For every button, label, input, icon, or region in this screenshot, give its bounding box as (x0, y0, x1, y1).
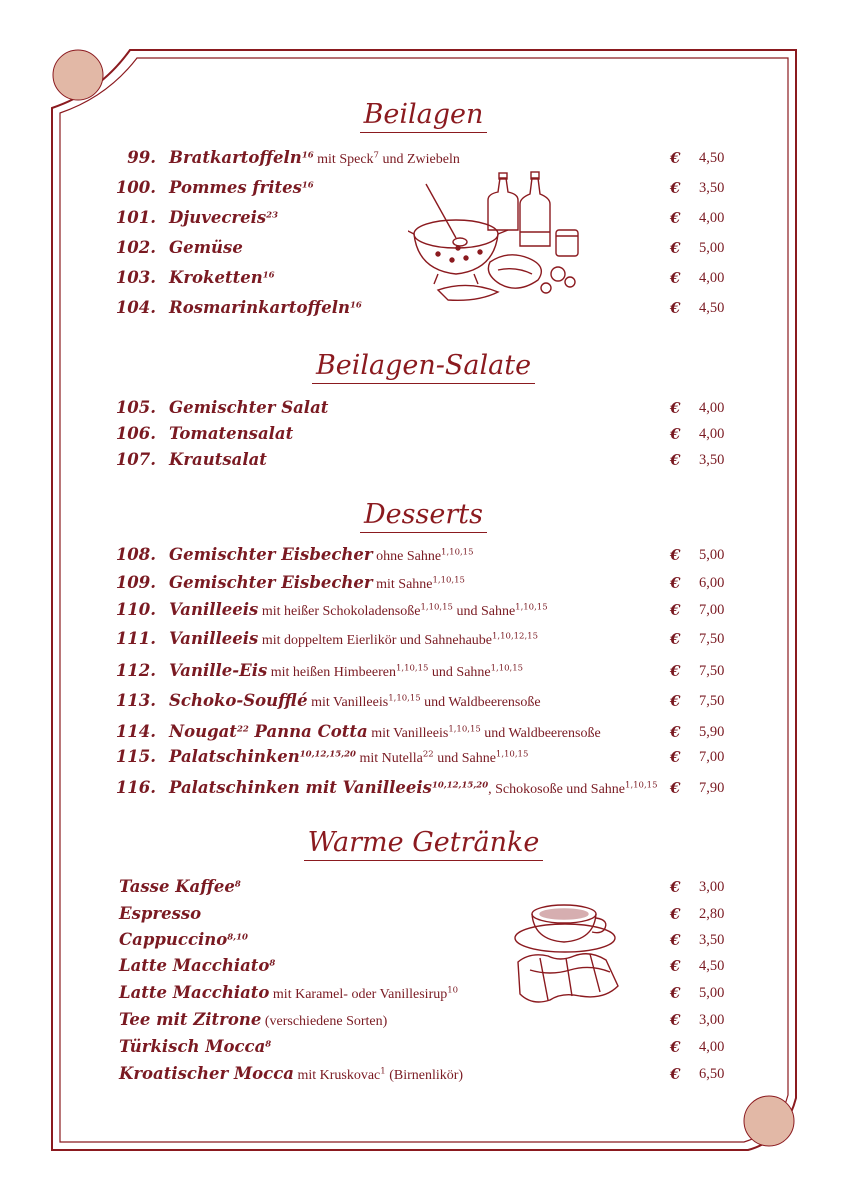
item-description-allergens: 1,10,15 (625, 780, 658, 791)
item-price: 5,90 (699, 724, 725, 740)
item-price: 3,00 (699, 1012, 725, 1028)
item-text (169, 571, 465, 597)
currency-symbol: € (670, 984, 681, 1002)
section-title-beilagen: Beilagen (0, 98, 847, 133)
menu-item-row (0, 422, 847, 446)
item-number: 113. (115, 691, 156, 710)
item-description: mit heißer Schokoladensoße (258, 604, 421, 619)
item-text (169, 206, 278, 232)
item-text (169, 543, 474, 569)
item-description-allergens: 7 (373, 150, 379, 161)
item-description-continued: und Waldbeerensoße (480, 726, 601, 741)
menu-item-row (0, 776, 847, 800)
item-name: Tomatensalat (169, 424, 294, 443)
item-price: 7,00 (699, 602, 725, 618)
item-description-continued: und Waldbeerensoße (420, 695, 541, 710)
item-number: 108. (115, 545, 156, 564)
item-price: 6,00 (699, 575, 725, 591)
item-name-allergens: 16 (349, 300, 362, 311)
item-number: 107. (115, 450, 156, 469)
currency-symbol: € (670, 723, 681, 741)
item-description: mit Nutella (355, 751, 423, 766)
currency-symbol: € (670, 779, 681, 797)
item-number: 106. (115, 424, 156, 443)
item-name-allergens: 8,10 (227, 932, 248, 943)
item-text (119, 902, 201, 928)
item-description-continued-allergens: 1,10,15 (495, 749, 529, 760)
item-description-allergens: 1,10,15 (441, 547, 474, 558)
item-description-continued: und Sahne (428, 665, 491, 680)
menu-item-row (0, 659, 847, 683)
item-name: Pommes frites (169, 178, 302, 197)
menu-item-row (0, 1008, 847, 1032)
item-name: Bratkartoffeln (169, 148, 302, 167)
corner-circle-bottom-right (744, 1096, 794, 1146)
item-text (119, 928, 248, 954)
currency-symbol: € (670, 209, 681, 227)
item-name: Latte Macchiato (119, 956, 270, 975)
item-number: 103. (115, 268, 156, 287)
currency-symbol: € (670, 239, 681, 257)
item-name-allergens: 16 (301, 180, 314, 191)
item-number: 116. (115, 778, 156, 797)
item-text (169, 745, 528, 771)
coffee-cup-napkin-icon (510, 900, 630, 1015)
item-description-continued: und Sahne (433, 751, 496, 766)
item-description: ohne Sahne (372, 549, 442, 564)
item-name: Gemischter Eisbecher (169, 573, 373, 592)
item-price: 4,50 (699, 150, 725, 166)
item-name-allergens: 23 (266, 210, 278, 221)
item-name: Vanille-Eis (169, 661, 268, 680)
menu-item-row (0, 146, 847, 170)
item-name: Cappuccino (119, 930, 228, 949)
currency-symbol: € (670, 905, 681, 923)
item-name-allergens: 16 (301, 150, 314, 161)
item-price: 2,80 (699, 906, 725, 922)
item-number: 114. (115, 722, 156, 741)
colander-oil-bottles-icon (408, 170, 583, 310)
item-description-allergens: 10 (447, 985, 459, 996)
menu-item-row (0, 598, 847, 622)
item-name: Vanilleeis (169, 629, 259, 648)
item-name: Djuvecreis (169, 208, 267, 227)
item-description: mit Karamel- oder Vanillesirup (269, 987, 448, 1002)
menu-item-row (0, 448, 847, 472)
currency-symbol: € (670, 451, 681, 469)
menu-item-row (0, 543, 847, 567)
item-description: , Schokosoße und Sahne (488, 782, 626, 797)
item-price: 6,50 (699, 1066, 725, 1082)
item-name: Gemüse (169, 238, 243, 257)
item-name: Palatschinken mit Vanilleeis (169, 778, 432, 797)
item-price: 4,00 (699, 270, 725, 286)
item-number: 100. (115, 178, 156, 197)
item-name-allergens: 8 (234, 879, 241, 890)
menu-item-row (0, 571, 847, 595)
item-price: 7,00 (699, 749, 725, 765)
section-title-warme-getraenke: Warme Getränke (0, 826, 847, 861)
item-name: Schoko-Soufflé (169, 691, 308, 710)
item-number: 102. (115, 238, 156, 257)
menu-item-row (0, 627, 847, 651)
item-description-allergens: 1,10,15 (395, 663, 429, 674)
item-name-allergens: 22 (236, 724, 249, 735)
currency-symbol: € (670, 878, 681, 896)
menu-item-row (0, 928, 847, 952)
item-price: 5,00 (699, 547, 725, 563)
section-title-desserts: Desserts (0, 498, 847, 533)
item-description-allergens: 1,10,12,15 (492, 631, 538, 642)
menu-item-row (0, 745, 847, 769)
item-description: (verschiedene Sorten) (261, 1014, 388, 1029)
item-price: 3,50 (699, 180, 725, 196)
item-name: Gemischter Salat (169, 398, 329, 417)
item-number: 115. (115, 747, 156, 766)
item-price: 5,00 (699, 240, 725, 256)
item-price: 5,00 (699, 985, 725, 1001)
currency-symbol: € (670, 692, 681, 710)
corner-circle-top-left (53, 50, 103, 100)
item-number: 110. (115, 600, 156, 619)
item-text (119, 954, 275, 980)
menu-item-row (0, 1062, 847, 1086)
currency-symbol: € (670, 1011, 681, 1029)
item-name-allergens: 16 (262, 270, 275, 281)
item-number: 112. (115, 661, 156, 680)
item-description: mit Sahne (372, 577, 433, 592)
currency-symbol: € (670, 179, 681, 197)
item-description-allergens: 22 (422, 749, 434, 760)
item-price: 4,00 (699, 400, 725, 416)
currency-symbol: € (670, 601, 681, 619)
item-text (119, 1062, 463, 1088)
item-description-allergens: 1,10,15 (448, 724, 481, 735)
item-text (169, 659, 523, 685)
currency-symbol: € (670, 399, 681, 417)
menu-item-row (0, 1035, 847, 1059)
item-text (169, 296, 362, 322)
item-name: Kroatischer Mocca (119, 1064, 294, 1083)
item-description-allergens: 1,10,15 (388, 693, 421, 704)
item-number: 105. (115, 398, 156, 417)
item-name: Palatschinken (169, 747, 300, 766)
item-description: mit Kruskovac (293, 1068, 381, 1083)
item-description: mit Vanilleeis (367, 726, 449, 741)
item-price: 7,50 (699, 693, 725, 709)
item-description-allergens: 1 (380, 1066, 386, 1077)
item-name: Espresso (119, 904, 202, 923)
item-price: 7,50 (699, 631, 725, 647)
currency-symbol: € (670, 1038, 681, 1056)
item-description: mit Speck (313, 152, 374, 167)
item-description-continued-allergens: 1,10,15 (515, 602, 548, 613)
currency-symbol: € (670, 299, 681, 317)
item-description: mit heißen Himbeeren (267, 665, 396, 680)
item-name: Rosmarinkartoffeln (169, 298, 350, 317)
currency-symbol: € (670, 630, 681, 648)
item-text (169, 689, 541, 715)
currency-symbol: € (670, 957, 681, 975)
currency-symbol: € (670, 931, 681, 949)
item-name-allergens: 8 (265, 1039, 272, 1050)
item-price: 3,00 (699, 879, 725, 895)
item-name: Tee mit Zitrone (119, 1010, 262, 1029)
item-number: 99. (127, 148, 156, 167)
menu-item-row (0, 875, 847, 899)
item-name-allergens: 10,12,15,20 (299, 749, 356, 760)
item-name: Latte Macchiato (119, 983, 270, 1002)
currency-symbol: € (670, 269, 681, 287)
item-price: 7,50 (699, 663, 725, 679)
item-text (169, 448, 267, 474)
currency-symbol: € (670, 662, 681, 680)
item-price: 4,00 (699, 1039, 725, 1055)
item-price: 4,50 (699, 958, 725, 974)
item-name: Vanilleeis (169, 600, 259, 619)
item-text (119, 1035, 271, 1061)
item-description-continued-allergens: 1,10,15 (490, 663, 524, 674)
item-description-continued: und Zwiebeln (378, 152, 460, 167)
item-text (169, 146, 460, 172)
item-text (169, 627, 538, 653)
item-description-allergens: 1,10,15 (420, 602, 453, 613)
item-name: Krautsalat (169, 450, 267, 469)
item-text (169, 598, 548, 624)
item-price: 3,50 (699, 932, 725, 948)
item-text (169, 266, 275, 292)
item-number: 101. (115, 208, 156, 227)
currency-symbol: € (670, 574, 681, 592)
item-number: 111. (115, 629, 156, 648)
item-description-continued: (Birnenlikör) (385, 1068, 464, 1083)
menu-item-row (0, 954, 847, 978)
item-text (169, 176, 314, 202)
item-price: 7,90 (699, 780, 725, 796)
currency-symbol: € (670, 1065, 681, 1083)
menu-item-row (0, 902, 847, 926)
item-text (169, 396, 328, 422)
item-description-continued: und Sahne (452, 604, 516, 619)
item-name-continued: Panna Cotta (248, 722, 368, 741)
item-text (169, 776, 657, 802)
item-price: 4,50 (699, 300, 725, 316)
item-price: 4,00 (699, 426, 725, 442)
item-name: Kroketten (169, 268, 263, 287)
currency-symbol: € (670, 546, 681, 564)
menu-item-row (0, 689, 847, 713)
item-text (119, 1008, 387, 1034)
item-description: mit Vanilleeis (307, 695, 389, 710)
section-title-beilagen-salate: Beilagen-Salate (0, 349, 847, 384)
item-text (169, 236, 243, 262)
currency-symbol: € (670, 149, 681, 167)
item-name: Nougat (169, 722, 237, 741)
item-text (169, 720, 601, 746)
item-price: 4,00 (699, 210, 725, 226)
item-text (119, 875, 241, 901)
item-name-allergens: 10,12,15,20 (431, 780, 489, 791)
menu-item-row (0, 396, 847, 420)
item-number: 109. (115, 573, 156, 592)
item-description: mit doppeltem Eierlikör und Sahnehaube (258, 633, 493, 648)
currency-symbol: € (670, 748, 681, 766)
menu-item-row (0, 720, 847, 744)
item-name: Gemischter Eisbecher (169, 545, 373, 564)
item-name: Tasse Kaffee (119, 877, 235, 896)
menu-item-row (0, 981, 847, 1005)
item-number: 104. (115, 298, 156, 317)
item-description-allergens: 1,10,15 (432, 575, 465, 586)
item-name-allergens: 8 (269, 958, 276, 969)
currency-symbol: € (670, 425, 681, 443)
item-text (169, 422, 293, 448)
item-name: Türkisch Mocca (119, 1037, 266, 1056)
item-price: 3,50 (699, 452, 725, 468)
item-text (119, 981, 458, 1007)
